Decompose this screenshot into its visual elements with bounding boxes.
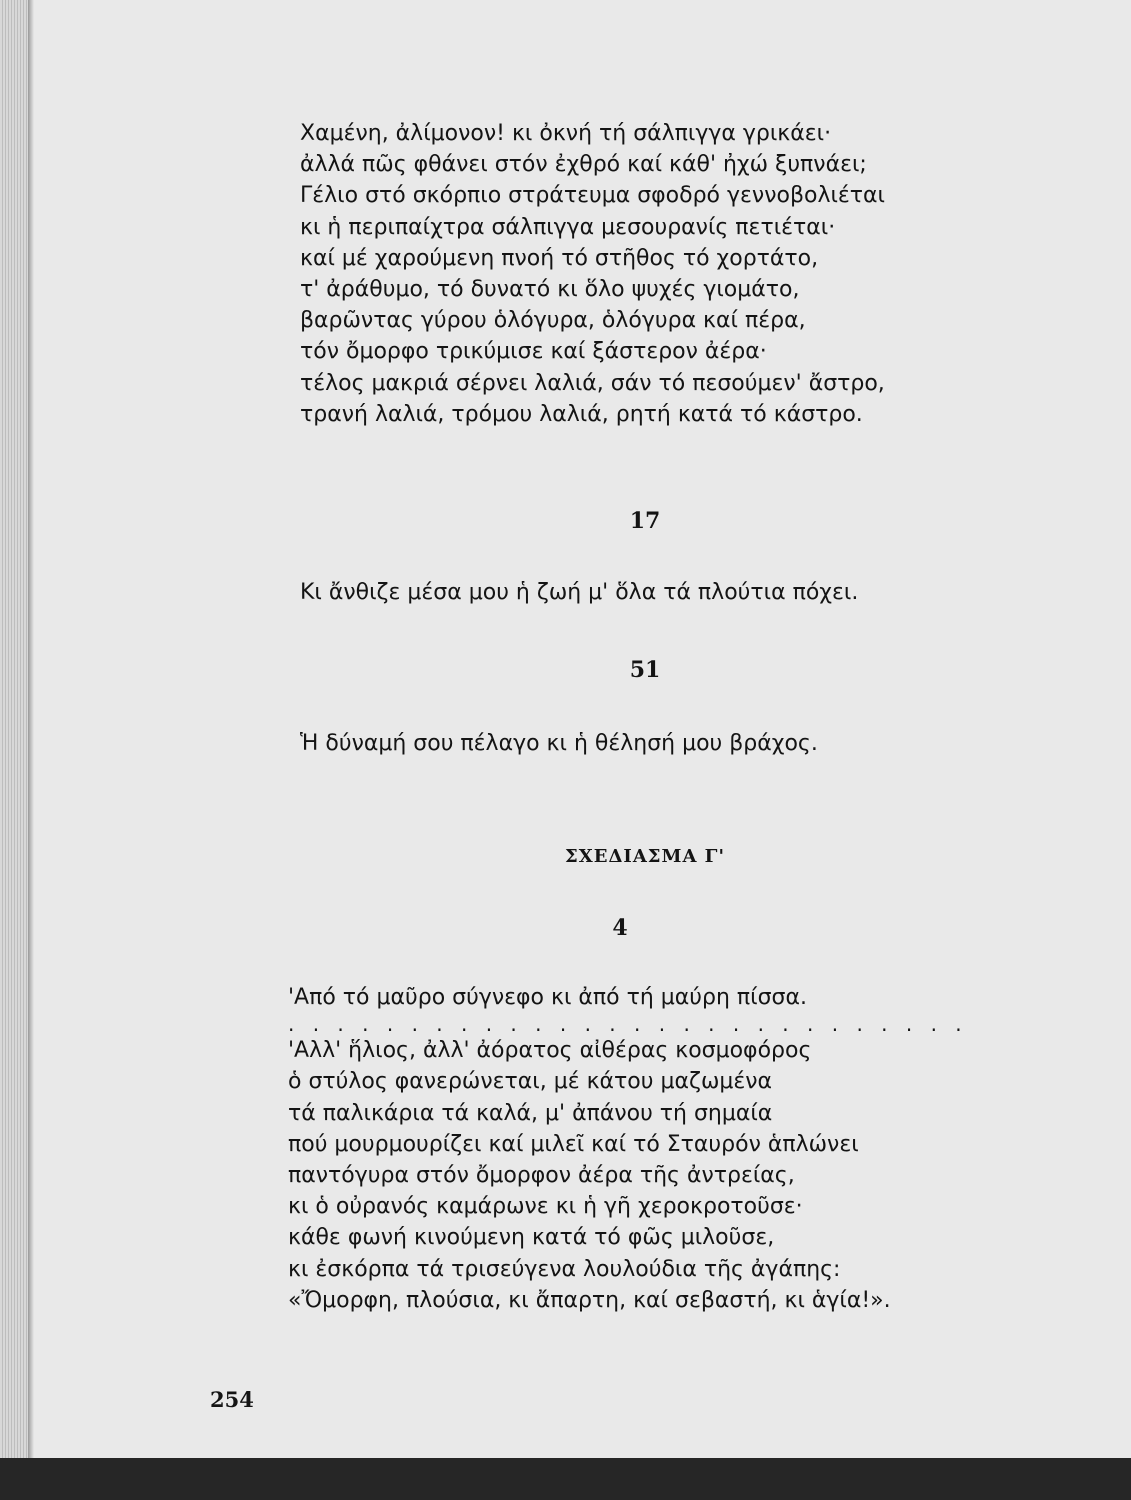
- verse-line: κι ὁ οὐρανός καμάρωνε κι ἡ γῆ χεροκροτοῦσε·: [288, 1194, 803, 1220]
- verse-line: Γέλιο στό σκόρπιο στράτευμα σφοδρό γεννοβολιέται: [300, 183, 885, 209]
- verse-line: κι ἡ περιπαίχτρα σάλπιγγα μεσουρανίς πετιέται·: [300, 214, 836, 240]
- stanza-1: [300, 118, 885, 430]
- verse-line: βαρῶντας γύρου ὁλόγυρα, ὁλόγυρα καί πέρα,: [300, 308, 806, 334]
- verse-line: ἀλλά πῶς φθάνει στόν ἐχθρό καί κάθ' ἠχώ ξυπνάει;: [300, 152, 867, 178]
- page-number: 254: [210, 1387, 254, 1412]
- section-number-51: 51: [629, 657, 661, 683]
- section-4-verse: [288, 982, 968, 1316]
- verse-line: τ' ἀράθυμο, τό δυνατό κι ὅλο ψυχές γιομάτο,: [300, 276, 800, 302]
- book-spine-shadow: [0, 1458, 1131, 1500]
- section-17-verse: [300, 577, 858, 608]
- verse-line: 'Αλλ' ἥλιος, ἀλλ' ἀόρατος αἰθέρας κοσμοφόρος: [288, 1038, 812, 1064]
- verse-line: 'Από τό μαῦρο σύγνεφο κι ἀπό τή μαύρη πίσσα.: [288, 985, 807, 1010]
- verse-line: Κι ἄνθιζε μέσα μου ἡ ζωή μ' ὅλα τά πλούτια πόχει.: [300, 580, 859, 605]
- verse-line: πού μουρμουρίζει καί μιλεῖ καί τό Σταυρόν ἁπλώνει: [288, 1131, 859, 1157]
- verse-line: τόν ὄμορφο τρικύμισε καί ξάστερον ἀέρα·: [300, 339, 767, 365]
- section-number-4: 4: [612, 915, 628, 941]
- page-edges: [0, 0, 28, 1458]
- verse-line: κι ἐσκόρπα τά τρισεύγενα λουλούδια τῆς ἀγάπης:: [288, 1256, 841, 1282]
- verse-line: «Ὄμορφη, πλούσια, κι ἄπαρτη, καί σεβαστή, κι ἁγία!».: [288, 1287, 891, 1313]
- verse-line: Ἡ δύναμή σου πέλαγο κι ἡ θέλησή μου βράχος.: [300, 731, 818, 756]
- verse-line: τρανή λαλιά, τρόμου λαλιά, ρητή κατά τό κάστρο.: [300, 401, 863, 427]
- verse-line: παντόγυρα στόν ὄμορφον ἀέρα τῆς ἀντρείας,: [288, 1162, 795, 1188]
- verse-line: τέλος μακριά σέρνει λαλιά, σάν τό πεσούμεν' ἄστρο,: [300, 370, 885, 396]
- verse-line: καί μέ χαρούμενη πνοή τό στῆθος τό χορτάτο,: [300, 245, 819, 271]
- draft-title: ΣΧΕΔΙΑΣΜΑ Γ': [565, 846, 725, 867]
- ellipsis-dots: . . . . . . . . . . . . . . . . . . . . . . . . . . . .: [288, 1012, 968, 1037]
- verse-line: ὁ στύλος φανερώνεται, μέ κάτου μαζωμένα: [288, 1069, 773, 1095]
- page-edge-shadow: [28, 0, 34, 1458]
- section-number-17: 17: [629, 508, 661, 534]
- verse-line: Χαμένη, ἀλίμονον! κι ὀκνή τή σάλπιγγα γρικάει·: [300, 121, 832, 146]
- verse-line: κάθε φωνή κινούμενη κατά τό φῶς μιλοῦσε,: [288, 1225, 775, 1251]
- verse-line: τά παλικάρια τά καλά, μ' ἀπάνου τή σημαία: [288, 1100, 773, 1126]
- section-51-verse: [300, 728, 818, 759]
